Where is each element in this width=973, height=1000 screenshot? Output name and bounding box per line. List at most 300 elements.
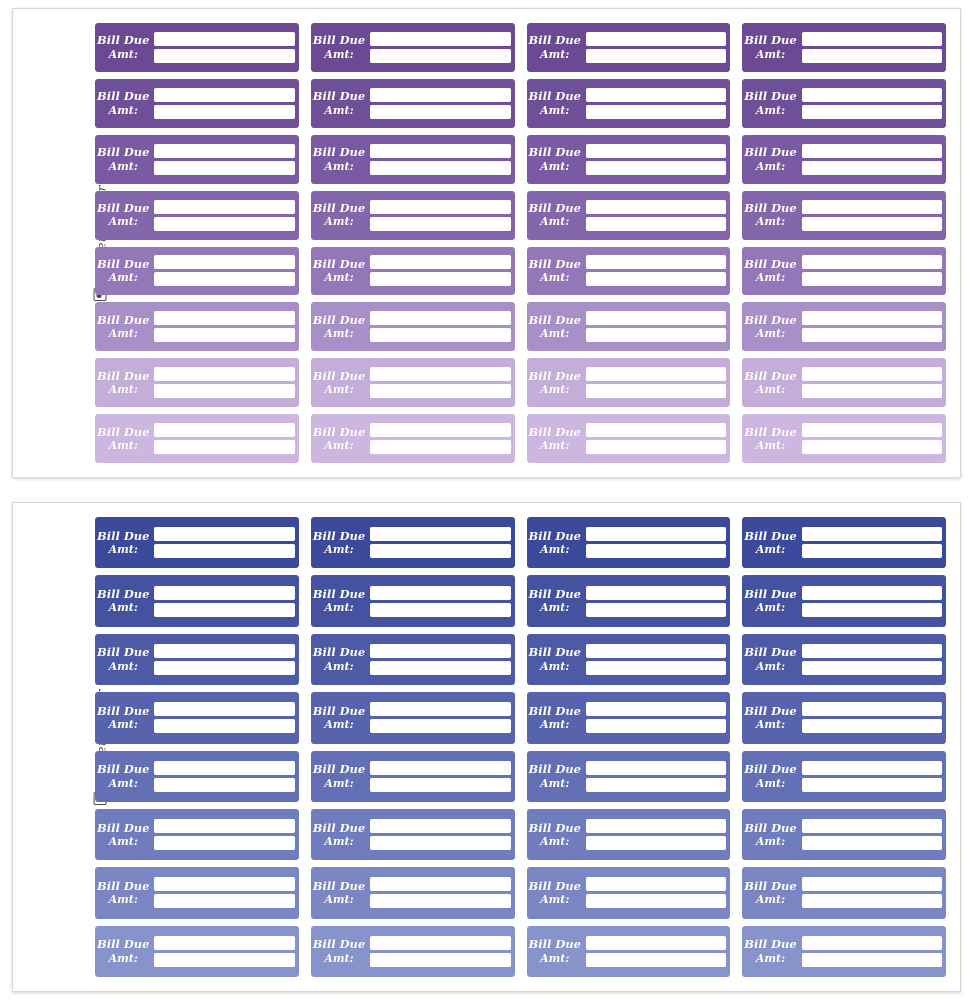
sticker-write-in-fields bbox=[799, 751, 946, 802]
bill-due-write-in-field bbox=[370, 761, 510, 775]
bill-due-sticker bbox=[311, 302, 515, 351]
bill-due-label: Bill Due bbox=[744, 937, 797, 952]
paid-checkbox-circle-icon bbox=[281, 442, 292, 453]
paid-checkbox-circle-icon bbox=[281, 274, 292, 285]
amount-write-in-field bbox=[802, 661, 942, 675]
bill-due-sticker bbox=[527, 809, 731, 860]
bill-due-write-in-field bbox=[154, 702, 294, 716]
bill-due-write-in-field bbox=[586, 527, 726, 541]
sticker-label-block bbox=[527, 867, 583, 918]
paid-checkbox-circle-icon bbox=[497, 442, 508, 453]
sticker-write-in-fields bbox=[151, 23, 298, 72]
bill-due-sticker bbox=[742, 191, 946, 240]
bill-due-write-in-field bbox=[154, 423, 294, 437]
sticker-label-block bbox=[311, 517, 367, 568]
amount-write-in-field bbox=[154, 719, 294, 733]
paid-checkbox-circle-icon bbox=[712, 386, 723, 397]
sticker-write-in-fields bbox=[799, 517, 946, 568]
paid-checkbox-circle-icon bbox=[928, 162, 939, 173]
bill-due-label: Bill Due bbox=[97, 878, 150, 893]
bill-due-sticker bbox=[311, 358, 515, 407]
sticker-write-in-fields bbox=[151, 692, 298, 743]
paid-checkbox-circle-icon bbox=[712, 546, 723, 557]
amount-write-in-field bbox=[802, 603, 942, 617]
amount-write-in-field bbox=[370, 161, 510, 175]
bill-due-sticker bbox=[311, 79, 515, 128]
paid-checkbox-circle-icon bbox=[281, 604, 292, 615]
bill-due-write-in-field bbox=[154, 527, 294, 541]
sticker-write-in-fields bbox=[799, 79, 946, 128]
amt-label: Amt: bbox=[324, 47, 354, 61]
bill-due-write-in-field bbox=[154, 644, 294, 658]
amt-label: Amt: bbox=[324, 103, 354, 117]
amount-write-in-field bbox=[586, 719, 726, 733]
amt-label: Amt: bbox=[108, 383, 138, 396]
amount-write-in-field bbox=[370, 272, 510, 286]
bill-due-write-in-field bbox=[154, 88, 294, 102]
paid-checkbox-circle-icon bbox=[712, 721, 723, 732]
amt-label: Amt: bbox=[755, 659, 786, 673]
bill-due-label: Bill Due bbox=[312, 312, 366, 327]
paid-checkbox-circle-icon bbox=[497, 721, 508, 732]
sticker-label-block bbox=[311, 809, 367, 860]
paid-checkbox-circle-icon bbox=[281, 838, 292, 849]
bill-due-label: Bill Due bbox=[97, 762, 150, 777]
paid-checkbox-circle-icon bbox=[497, 954, 508, 965]
sticker-write-in-fields bbox=[151, 751, 298, 802]
amt-label: Amt: bbox=[324, 438, 354, 452]
sticker-write-in-fields bbox=[367, 191, 514, 240]
bill-due-sticker bbox=[527, 692, 731, 743]
bill-due-label: Bill Due bbox=[97, 820, 150, 835]
bill-due-sticker bbox=[742, 575, 946, 626]
bill-due-label: Bill Due bbox=[528, 145, 581, 160]
bill-due-write-in-field bbox=[586, 423, 726, 437]
bill-due-label: Bill Due bbox=[744, 312, 797, 327]
amt-label: Amt: bbox=[108, 215, 138, 229]
amt-label: Amt: bbox=[108, 327, 138, 341]
paid-checkbox-circle-icon bbox=[281, 779, 292, 790]
sticker-write-in-fields bbox=[367, 414, 514, 463]
amount-write-in-field bbox=[370, 894, 510, 908]
amount-write-in-field bbox=[370, 440, 510, 454]
bill-due-sticker bbox=[311, 135, 515, 184]
bill-due-write-in-field bbox=[586, 32, 726, 46]
amount-write-in-field bbox=[802, 953, 942, 967]
paid-checkbox-circle-icon bbox=[928, 218, 939, 229]
sticker-label-block bbox=[311, 23, 367, 72]
amount-write-in-field bbox=[370, 384, 510, 398]
bill-due-write-in-field bbox=[802, 144, 942, 158]
sticker-label-block bbox=[527, 634, 583, 685]
sticker-write-in-fields bbox=[799, 135, 946, 184]
sticker-write-in-fields bbox=[799, 247, 946, 296]
sticker-label-block bbox=[742, 247, 798, 296]
sticker-write-in-fields bbox=[367, 302, 514, 351]
bill-due-sticker bbox=[742, 79, 946, 128]
bill-due-label: Bill Due bbox=[312, 256, 366, 271]
amt-label: Amt: bbox=[324, 543, 354, 556]
sticker-write-in-fields bbox=[583, 23, 730, 72]
amt-label: Amt: bbox=[324, 951, 354, 965]
paid-checkbox-circle-icon bbox=[712, 604, 723, 615]
paid-checkbox-circle-icon bbox=[497, 838, 508, 849]
bill-due-label: Bill Due bbox=[744, 762, 797, 777]
amount-write-in-field bbox=[802, 778, 942, 792]
sticker-label-block bbox=[311, 634, 367, 685]
paid-checkbox-circle-icon bbox=[281, 106, 292, 117]
paid-checkbox-circle-icon bbox=[497, 896, 508, 907]
bill-due-label: Bill Due bbox=[97, 703, 150, 718]
amt-label: Amt: bbox=[108, 47, 138, 61]
amount-write-in-field bbox=[586, 384, 726, 398]
bill-due-sticker bbox=[527, 926, 731, 977]
sticker-write-in-fields bbox=[799, 692, 946, 743]
bill-due-sticker bbox=[527, 247, 731, 296]
amount-write-in-field bbox=[586, 544, 726, 558]
paid-checkbox-circle-icon bbox=[281, 896, 292, 907]
amt-label: Amt: bbox=[108, 159, 138, 173]
sticker-label-block bbox=[742, 692, 798, 743]
bill-due-write-in-field bbox=[154, 200, 294, 214]
sticker-write-in-fields bbox=[151, 302, 298, 351]
amount-write-in-field bbox=[154, 894, 294, 908]
bill-due-sticker bbox=[311, 809, 515, 860]
bill-due-label: Bill Due bbox=[312, 937, 366, 952]
amt-label: Amt: bbox=[540, 271, 570, 285]
paid-checkbox-circle-icon bbox=[497, 106, 508, 117]
paid-checkbox-circle-icon bbox=[497, 274, 508, 285]
paid-checkbox-circle-icon bbox=[497, 218, 508, 229]
bill-due-label: Bill Due bbox=[312, 587, 366, 601]
bill-due-sticker bbox=[742, 809, 946, 860]
amt-label: Amt: bbox=[540, 215, 570, 229]
sticker-label-block bbox=[742, 809, 798, 860]
bill-due-sticker bbox=[527, 751, 731, 802]
paid-checkbox-circle-icon bbox=[497, 546, 508, 557]
amt-label: Amt: bbox=[108, 893, 138, 907]
sticker-grid-purple bbox=[95, 23, 946, 463]
sticker-label-block bbox=[95, 247, 151, 296]
bill-due-label: Bill Due bbox=[528, 312, 581, 327]
sticker-write-in-fields bbox=[799, 302, 946, 351]
bill-due-label: Bill Due bbox=[528, 368, 581, 383]
bill-due-sticker bbox=[742, 926, 946, 977]
amt-label: Amt: bbox=[755, 601, 786, 615]
bill-due-sticker bbox=[527, 79, 731, 128]
sticker-sheet-purple bbox=[12, 8, 961, 478]
sticker-label-block bbox=[742, 414, 798, 463]
amt-label: Amt: bbox=[540, 327, 570, 341]
sticker-write-in-fields bbox=[367, 135, 514, 184]
amount-write-in-field bbox=[154, 661, 294, 675]
bill-due-write-in-field bbox=[802, 255, 942, 269]
bill-due-label: Bill Due bbox=[744, 145, 797, 160]
sticker-write-in-fields bbox=[583, 867, 730, 918]
amt-label: Amt: bbox=[540, 951, 570, 965]
amt-label: Amt: bbox=[108, 601, 138, 615]
amount-write-in-field bbox=[370, 603, 510, 617]
bill-due-sticker bbox=[95, 751, 299, 802]
bill-due-label: Bill Due bbox=[97, 89, 150, 104]
bill-due-write-in-field bbox=[370, 586, 510, 600]
amt-label: Amt: bbox=[755, 327, 786, 341]
bill-due-write-in-field bbox=[370, 32, 510, 46]
paid-checkbox-circle-icon bbox=[281, 386, 292, 397]
paid-checkbox-circle-icon bbox=[928, 546, 939, 557]
sticker-write-in-fields bbox=[583, 247, 730, 296]
sticker-label-block bbox=[527, 692, 583, 743]
bill-due-sticker bbox=[311, 634, 515, 685]
amount-write-in-field bbox=[586, 894, 726, 908]
bill-due-sticker bbox=[742, 414, 946, 463]
bill-due-label: Bill Due bbox=[312, 33, 366, 48]
bill-due-sticker bbox=[311, 247, 515, 296]
sticker-write-in-fields bbox=[583, 414, 730, 463]
bill-due-sticker bbox=[95, 247, 299, 296]
bill-due-label: Bill Due bbox=[97, 33, 150, 48]
bill-due-write-in-field bbox=[802, 311, 942, 325]
paid-checkbox-circle-icon bbox=[928, 662, 939, 673]
bill-due-sticker bbox=[95, 358, 299, 407]
amount-write-in-field bbox=[802, 217, 942, 231]
amount-write-in-field bbox=[802, 49, 942, 63]
amount-write-in-field bbox=[586, 440, 726, 454]
paid-checkbox-circle-icon bbox=[281, 162, 292, 173]
sticker-label-block bbox=[311, 79, 367, 128]
amt-label: Amt: bbox=[324, 271, 354, 285]
sticker-label-block bbox=[95, 23, 151, 72]
bill-due-label: Bill Due bbox=[744, 645, 797, 660]
bill-due-label: Bill Due bbox=[744, 703, 797, 718]
bill-due-label: Bill Due bbox=[744, 528, 797, 543]
bill-due-sticker bbox=[527, 358, 731, 407]
bill-due-label: Bill Due bbox=[528, 762, 581, 777]
bill-due-label: Bill Due bbox=[744, 820, 797, 835]
sticker-label-block bbox=[527, 302, 583, 351]
amt-label: Amt: bbox=[755, 103, 786, 117]
paid-checkbox-circle-icon bbox=[497, 330, 508, 341]
bill-due-label: Bill Due bbox=[744, 33, 797, 48]
amt-label: Amt: bbox=[108, 951, 138, 965]
bill-due-write-in-field bbox=[802, 423, 942, 437]
bill-due-write-in-field bbox=[154, 367, 294, 381]
sticker-write-in-fields bbox=[151, 517, 298, 568]
sticker-write-in-fields bbox=[151, 867, 298, 918]
bill-due-sticker bbox=[742, 692, 946, 743]
bill-due-sticker bbox=[95, 634, 299, 685]
sticker-label-block bbox=[742, 867, 798, 918]
sticker-write-in-fields bbox=[367, 751, 514, 802]
bill-due-sticker bbox=[527, 867, 731, 918]
bill-due-label: Bill Due bbox=[97, 587, 150, 601]
sticker-write-in-fields bbox=[799, 358, 946, 407]
sticker-write-in-fields bbox=[583, 358, 730, 407]
paid-checkbox-circle-icon bbox=[928, 604, 939, 615]
sticker-write-in-fields bbox=[799, 414, 946, 463]
amount-write-in-field bbox=[586, 953, 726, 967]
sticker-write-in-fields bbox=[151, 135, 298, 184]
bill-due-sticker bbox=[95, 191, 299, 240]
sticker-write-in-fields bbox=[151, 575, 298, 626]
sticker-label-block bbox=[527, 23, 583, 72]
sticker-label-block bbox=[95, 302, 151, 351]
bill-due-sticker bbox=[742, 358, 946, 407]
bill-due-write-in-field bbox=[154, 936, 294, 950]
amount-write-in-field bbox=[586, 603, 726, 617]
amt-label: Amt: bbox=[324, 893, 354, 907]
bill-due-sticker bbox=[95, 867, 299, 918]
amt-label: Amt: bbox=[324, 601, 354, 615]
paid-checkbox-circle-icon bbox=[712, 330, 723, 341]
bill-due-sticker bbox=[527, 414, 731, 463]
sticker-label-block bbox=[311, 926, 367, 977]
amt-label: Amt: bbox=[324, 718, 354, 732]
amt-label: Amt: bbox=[755, 951, 786, 965]
bill-due-write-in-field bbox=[370, 367, 510, 381]
bill-due-sticker bbox=[311, 751, 515, 802]
bill-due-label: Bill Due bbox=[744, 368, 797, 383]
amount-write-in-field bbox=[370, 328, 510, 342]
amt-label: Amt: bbox=[324, 834, 354, 848]
amount-write-in-field bbox=[802, 894, 942, 908]
bill-due-label: Bill Due bbox=[744, 424, 797, 439]
bill-due-sticker bbox=[95, 926, 299, 977]
bill-due-label: Bill Due bbox=[312, 89, 366, 104]
paid-checkbox-circle-icon bbox=[928, 386, 939, 397]
sticker-label-block bbox=[311, 302, 367, 351]
paid-checkbox-circle-icon bbox=[497, 50, 508, 61]
amt-label: Amt: bbox=[755, 271, 786, 285]
bill-due-label: Bill Due bbox=[97, 424, 150, 439]
amount-write-in-field bbox=[370, 836, 510, 850]
bill-due-label: Bill Due bbox=[312, 703, 366, 718]
amt-label: Amt: bbox=[540, 893, 570, 907]
sticker-write-in-fields bbox=[367, 247, 514, 296]
bill-due-write-in-field bbox=[802, 877, 942, 891]
amt-label: Amt: bbox=[540, 438, 570, 452]
sticker-label-block bbox=[95, 867, 151, 918]
bill-due-label: Bill Due bbox=[312, 368, 366, 383]
bill-due-write-in-field bbox=[586, 819, 726, 833]
bill-due-write-in-field bbox=[586, 367, 726, 381]
paid-checkbox-circle-icon bbox=[712, 218, 723, 229]
sticker-write-in-fields bbox=[367, 358, 514, 407]
amount-write-in-field bbox=[154, 440, 294, 454]
bill-due-label: Bill Due bbox=[528, 820, 581, 835]
sticker-write-in-fields bbox=[799, 867, 946, 918]
sticker-write-in-fields bbox=[799, 809, 946, 860]
sticker-label-block bbox=[527, 575, 583, 626]
amt-label: Amt: bbox=[755, 893, 786, 907]
sticker-write-in-fields bbox=[583, 302, 730, 351]
bill-due-label: Bill Due bbox=[528, 89, 581, 104]
bill-due-write-in-field bbox=[802, 936, 942, 950]
bill-due-label: Bill Due bbox=[528, 937, 581, 952]
bill-due-label: Bill Due bbox=[744, 89, 797, 104]
bill-due-sticker bbox=[742, 867, 946, 918]
bill-due-sticker bbox=[311, 414, 515, 463]
bill-due-write-in-field bbox=[370, 200, 510, 214]
bill-due-sticker bbox=[311, 867, 515, 918]
bill-due-write-in-field bbox=[586, 200, 726, 214]
amount-write-in-field bbox=[154, 272, 294, 286]
bill-due-write-in-field bbox=[154, 819, 294, 833]
amount-write-in-field bbox=[370, 778, 510, 792]
bill-due-write-in-field bbox=[802, 761, 942, 775]
paid-checkbox-circle-icon bbox=[928, 721, 939, 732]
sticker-write-in-fields bbox=[583, 809, 730, 860]
sticker-label-block bbox=[527, 414, 583, 463]
bill-due-label: Bill Due bbox=[528, 587, 581, 601]
amount-write-in-field bbox=[802, 272, 942, 286]
bill-due-sticker bbox=[527, 302, 731, 351]
sticker-write-in-fields bbox=[151, 926, 298, 977]
sticker-write-in-fields bbox=[151, 191, 298, 240]
amount-write-in-field bbox=[370, 217, 510, 231]
amt-label: Amt: bbox=[108, 834, 138, 848]
amt-label: Amt: bbox=[540, 47, 570, 61]
bill-due-write-in-field bbox=[370, 144, 510, 158]
bill-due-sticker bbox=[95, 575, 299, 626]
amount-write-in-field bbox=[586, 836, 726, 850]
sticker-write-in-fields bbox=[799, 575, 946, 626]
bill-due-write-in-field bbox=[802, 819, 942, 833]
sticker-label-block bbox=[311, 191, 367, 240]
amount-write-in-field bbox=[586, 105, 726, 119]
bill-due-label: Bill Due bbox=[97, 145, 150, 160]
bill-due-label: Bill Due bbox=[97, 201, 150, 215]
paid-checkbox-circle-icon bbox=[928, 954, 939, 965]
amt-label: Amt: bbox=[755, 776, 786, 790]
sticker-grid-blue bbox=[95, 517, 946, 977]
paid-checkbox-circle-icon bbox=[712, 779, 723, 790]
amount-write-in-field bbox=[154, 105, 294, 119]
amount-write-in-field bbox=[586, 661, 726, 675]
sticker-label-block bbox=[95, 414, 151, 463]
sticker-label-block bbox=[95, 692, 151, 743]
sticker-label-block bbox=[742, 135, 798, 184]
amt-label: Amt: bbox=[324, 327, 354, 341]
bill-due-label: Bill Due bbox=[744, 201, 797, 215]
sticker-label-block bbox=[527, 751, 583, 802]
bill-due-sticker bbox=[311, 517, 515, 568]
amt-label: Amt: bbox=[755, 543, 786, 556]
sticker-label-block bbox=[742, 358, 798, 407]
bill-due-write-in-field bbox=[370, 644, 510, 658]
amt-label: Amt: bbox=[108, 543, 138, 556]
amount-write-in-field bbox=[586, 161, 726, 175]
bill-due-label: Bill Due bbox=[744, 256, 797, 271]
bill-due-label: Bill Due bbox=[528, 703, 581, 718]
sticker-label-block bbox=[95, 517, 151, 568]
bill-due-label: Bill Due bbox=[312, 645, 366, 660]
sticker-label-block bbox=[311, 751, 367, 802]
amt-label: Amt: bbox=[324, 383, 354, 396]
paid-checkbox-circle-icon bbox=[928, 779, 939, 790]
bill-due-label: Bill Due bbox=[528, 528, 581, 543]
amount-write-in-field bbox=[154, 544, 294, 558]
bill-due-sticker bbox=[95, 414, 299, 463]
bill-due-sticker bbox=[527, 517, 731, 568]
paid-checkbox-circle-icon bbox=[281, 662, 292, 673]
paid-checkbox-circle-icon bbox=[928, 106, 939, 117]
amt-label: Amt: bbox=[755, 383, 786, 396]
bill-due-write-in-field bbox=[370, 936, 510, 950]
amount-write-in-field bbox=[802, 328, 942, 342]
bill-due-sticker bbox=[527, 634, 731, 685]
sticker-write-in-fields bbox=[799, 926, 946, 977]
